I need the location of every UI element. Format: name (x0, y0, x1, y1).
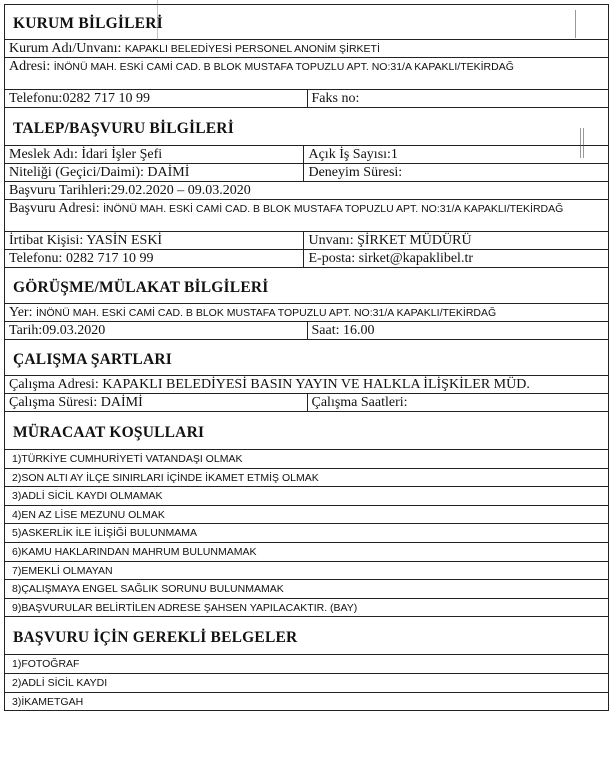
talep-tarih-row (4, 182, 609, 200)
condition-text: 7)EMEKLİ OLMAYAN (12, 564, 113, 577)
saat-field: Saat: 16.00 (307, 322, 609, 339)
nitelik-field: Niteliği (Geçici/Daimi): DAİMİ (9, 165, 190, 180)
section-title: TALEP/BAŞVURU BİLGİLERİ (13, 119, 234, 137)
irtibat-field: İrtibat Kişisi: YASİN ESKİ (9, 233, 163, 248)
kurum-adres-row (4, 58, 609, 90)
list-item (4, 580, 609, 599)
section-title: ÇALIŞMA ŞARTLARI (13, 350, 172, 368)
scan-artifact (580, 128, 581, 158)
faks-field: Faks no: (307, 90, 609, 107)
gorusme-yer-row (4, 304, 609, 322)
list-item (4, 469, 609, 488)
field-label: Kurum Adı/Unvanı: (9, 41, 122, 56)
telefon-field: Telefonu:0282 717 10 99 (9, 91, 150, 106)
list-item (4, 599, 609, 618)
list-item (4, 562, 609, 581)
condition-text: 3)ADLİ SİCİL KAYDI OLMAMAK (12, 490, 163, 503)
calisma-adres-row (4, 376, 609, 394)
talep-meslek-row (4, 146, 609, 164)
scan-artifact (583, 128, 584, 158)
unvan-field: Unvanı: ŞİRKET MÜDÜRÜ (303, 232, 608, 249)
list-item (4, 674, 609, 693)
section-heading-belgeler (4, 617, 609, 655)
section-title: GÖRÜŞME/MÜLAKAT BİLGİLERİ (13, 278, 269, 296)
section-title: KURUM BİLGİLERİ (13, 15, 163, 32)
talep-adres-row (4, 200, 609, 232)
field-label: Yer: (9, 305, 33, 320)
list-item (4, 655, 609, 674)
condition-text: 2)SON ALTI AY İLÇE SINIRLARI İÇİNDE İKAMET ETMİŞ OLMAK (12, 471, 319, 484)
field-value: İNÖNÜ MAH. ESKİ CAMİ CAD. B BLOK MUSTAFA TOPUZLU APT. NO:31/A KAPAKLI/TEKİRDAĞ (35, 307, 497, 319)
list-item (4, 487, 609, 506)
kurum-adi-row (4, 40, 609, 58)
section-heading-calisma (4, 340, 609, 376)
acik-is-field: Açık İş Sayısı:1 (303, 146, 608, 163)
scan-artifact (575, 10, 576, 38)
field-label: Başvuru Adresi: (9, 201, 100, 216)
section-heading-gorusme (4, 268, 609, 304)
talep-irtibat-row (4, 232, 609, 250)
document-text: 1)FOTOĞRAF (12, 658, 80, 671)
calisma-adresi: Çalışma Adresi: KAPAKLI BELEDİYESİ BASIN YAYIN VE HALKLA İLİŞKİLER MÜD. (9, 377, 530, 392)
meslek-field: Meslek Adı: İdari İşler Şefi (9, 147, 163, 162)
list-item (4, 506, 609, 525)
saatler-field: Çalışma Saatleri: (307, 394, 609, 411)
gorusme-tarih-row (4, 322, 609, 340)
talep-iletisim-row (4, 250, 609, 268)
tarih-field: Tarih:09.03.2020 (9, 323, 106, 338)
talep-nitelik-row (4, 164, 609, 182)
telefon-field: Telefonu: 0282 717 10 99 (9, 251, 154, 266)
field-label: Adresi: (9, 59, 51, 74)
condition-text: 5)ASKERLİK İLE İLİŞİĞİ BULUNMAMA (12, 527, 197, 540)
section-title: BAŞVURU İÇİN GEREKLİ BELGELER (13, 628, 298, 646)
deneyim-field: Deneyim Süresi: (303, 164, 608, 181)
condition-text: 8)ÇALIŞMAYA ENGEL SAĞLIK SORUNU BULUNMAMAK (12, 583, 284, 596)
condition-text: 6)KAMU HAKLARINDAN MAHRUM BULUNMAMAK (12, 545, 257, 558)
scan-artifact (157, 0, 158, 40)
section-heading-kurum (4, 4, 609, 40)
field-value: İNÖNÜ MAH. ESKİ CAMİ CAD. B BLOK MUSTAFA TOPUZLU APT. NO:31/A KAPAKLI/TEKİRDAĞ (103, 203, 564, 215)
list-item (4, 450, 609, 469)
condition-text: 4)EN AZ LİSE MEZUNU OLMAK (12, 508, 165, 521)
list-item (4, 693, 609, 712)
field-value: İNÖNÜ MAH. ESKİ CAMİ CAD. B BLOK MUSTAFA TOPUZLU APT. NO:31/A KAPAKLI/TEKİRDAĞ (53, 61, 514, 73)
field-value: KAPAKLI BELEDİYESİ PERSONEL ANONİM ŞİRKETİ (124, 43, 380, 55)
basvuru-tarihleri: Başvuru Tarihleri:29.02.2020 – 09.03.2020 (9, 183, 251, 198)
condition-text: 9)BAŞVURULAR BELİRTİLEN ADRESE ŞAHSEN YAPILACAKTIR. (BAY) (12, 601, 358, 614)
section-title: MÜRACAAT KOŞULLARI (13, 423, 205, 441)
calisma-sure-row (4, 394, 609, 412)
document-text: 3)İKAMETGAH (12, 695, 84, 708)
sure-field: Çalışma Süresi: DAİMİ (9, 395, 143, 410)
application-form (4, 4, 609, 711)
section-heading-muracaat (4, 412, 609, 450)
list-item (4, 524, 609, 543)
list-item (4, 543, 609, 562)
kurum-telefon-row (4, 90, 609, 108)
section-heading-talep (4, 108, 609, 146)
eposta-field: E-posta: sirket@kapaklibel.tr (303, 250, 608, 267)
document-text: 2)ADLİ SİCİL KAYDI (12, 676, 108, 689)
condition-text: 1)TÜRKİYE CUMHURİYETİ VATANDAŞI OLMAK (12, 453, 243, 465)
